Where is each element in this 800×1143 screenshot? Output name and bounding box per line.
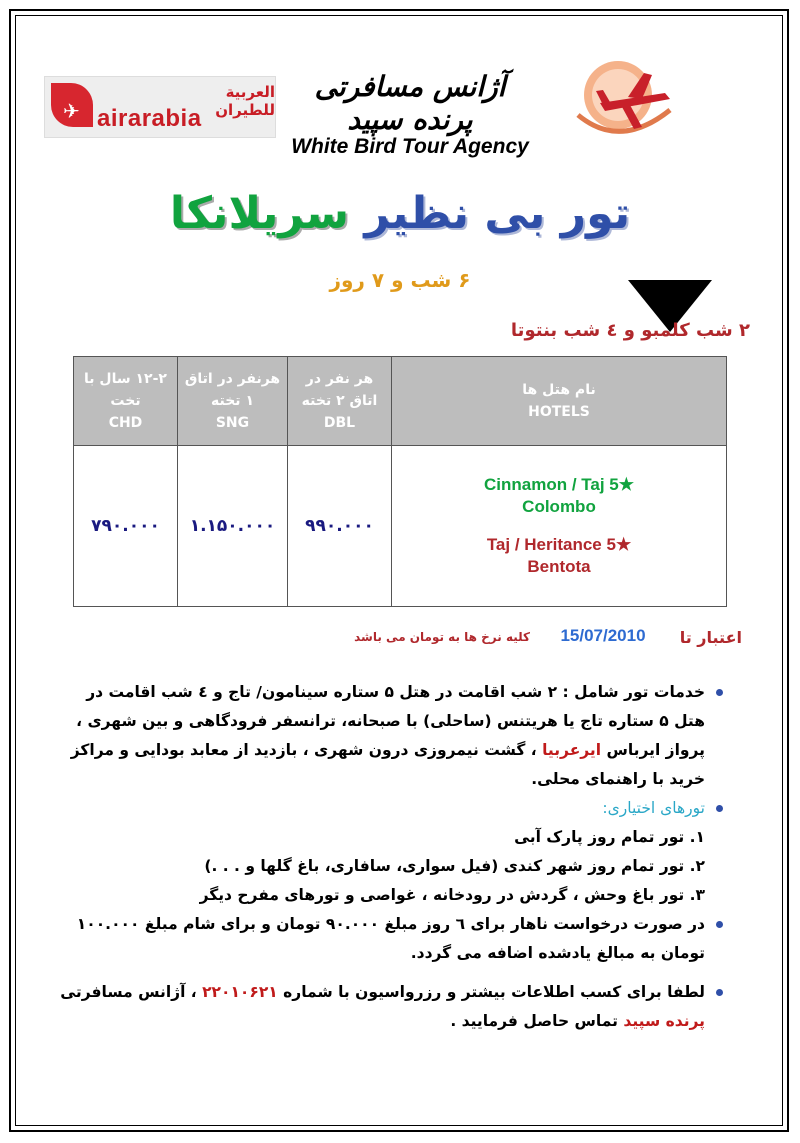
header-dbl: هر نفر در اتاق ۲ تخته DBL [288,357,392,446]
optional-tours-title: تورهای اختیاری: [60,794,725,823]
price-sng: ۱.۱۵۰.۰۰۰ [178,446,288,607]
title-part1: تور بی نظیر [364,188,631,239]
header-chd: ۱۲-۲ سال با تخت CHD [74,357,178,446]
white-bird-logo-icon [570,55,680,145]
rates-table [73,356,727,607]
hotel-1-line-2: Colombo [522,497,596,516]
optional-tour-item: ۲. تور تمام روز شهر کندی (فیل سواری، سافاری، باغ گلها و . . .) [204,857,705,875]
header-sng: هرنفر در اتاق ۱ تخته SNG [178,357,288,446]
tour-subtitle: ۲ شب کلمبو و ٤ شب بنتوتا [510,320,750,341]
airarabia-logo [44,76,276,138]
airplane-tail-icon: ✈ [51,83,93,127]
main-title [150,188,650,239]
validity-date: 15/07/2010 [560,626,646,645]
hotels-cell [392,446,727,607]
contact-item: لطفا برای کسب اطلاعات بیشتر و رزرواسیون با شماره ۲۲۰۱۰۶۲۱ ، آژانس مسافرتی پرنده سپید تماس حاصل فرمایید . [60,978,725,1036]
agency-name-en: White Bird Tour Agency [291,135,529,158]
airline-name: ایرعربیا [542,741,602,759]
services-item: خدمات تور شامل : ۲ شب اقامت در هتل ۵ ستاره سینامون/ تاج و ٤ شب اقامت در هتل ۵ ستاره تاج یا هریتنس (ساحلی) با صبحانه، ترانسفر فرودگاهی و بین شهری ، پرواز ایرباس ایرعربیا ، گشت نیمروزی درون شهری ، بازدید از معابد بودایی و مراکز خرید با راهنمای محلی. [60,678,725,794]
agency-name-fa: آژانس مسافرتی پرنده سپید [314,70,506,136]
contact-agency: پرنده سپید [623,1012,705,1030]
validity-label: اعتبار تا [679,628,742,647]
optional-tour-item: ۳. تور باغ وحش ، گردش در رودخانه ، غواصی و تورهای مفرح دیگر [199,886,705,904]
airline-logo-arabic: العربية للطيران [215,83,275,119]
price-chd: ۷۹۰.۰۰۰ [74,446,178,607]
hotel-2-line-2: Bentota [527,557,591,576]
title-part2: سریلانکا [169,188,350,239]
table-header-row [74,357,727,446]
tour-details [60,678,725,1036]
tour-duration: ۶ شب و ۷ روز [329,268,471,292]
price-dbl: ۹۹۰.۰۰۰ [288,446,392,607]
hotel-2-line-1: Taj / Heritance 5★ [486,535,632,554]
meals-item: در صورت درخواست ناهار برای ٦ روز مبلغ ۹۰.۰۰۰ تومان و برای شام مبلغ ۱۰۰.۰۰۰ تومان به مبالغ یادشده اضافه می گردد. [60,910,725,968]
airline-logo-english: airarabia [97,105,202,132]
contact-phone: ۲۲۰۱۰۶۲۱ [202,983,278,1001]
table-row [74,446,727,607]
optional-tour-item: ۱. تور تمام روز پارک آبی [514,828,705,846]
currency-note: کلیه نرخ ها به تومان می باشد [354,630,530,644]
header-hotels: نام هتل ها HOTELS [392,357,727,446]
hotel-1-line-1: Cinnamon / Taj 5★ [484,475,634,494]
